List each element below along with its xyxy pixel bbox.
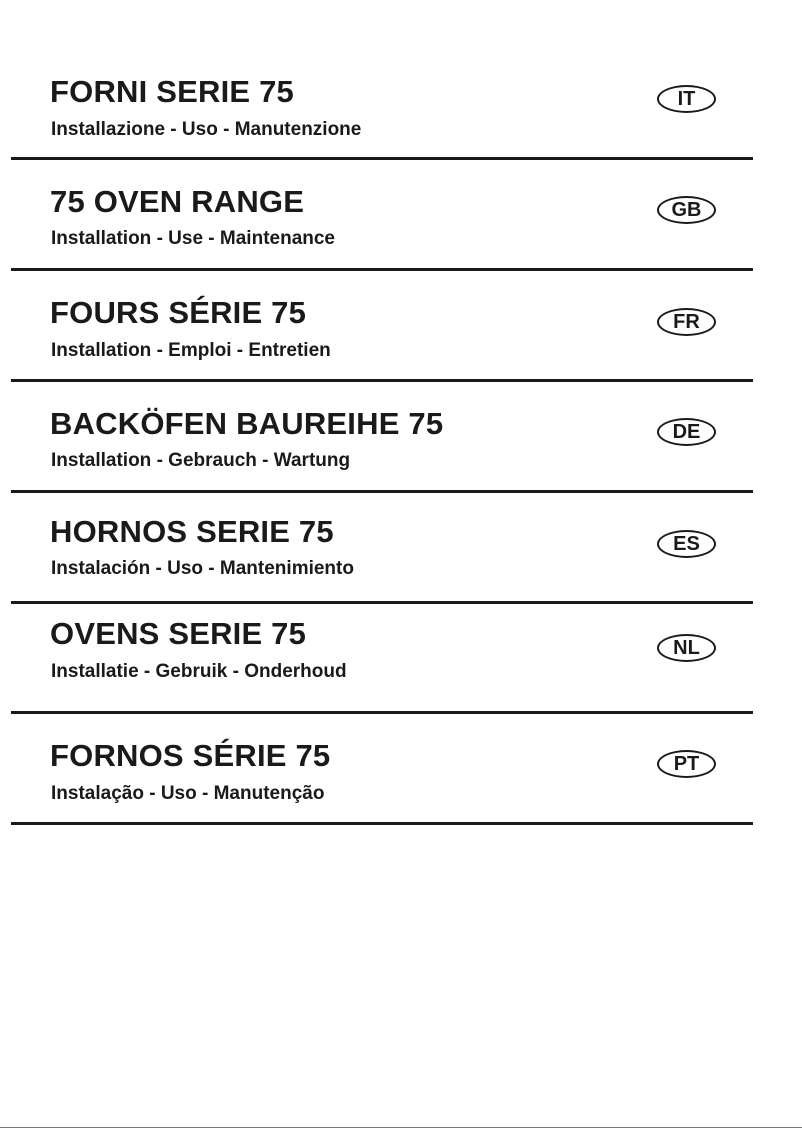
language-badge-pt: PT [657,750,716,778]
section-title: FORNOS SÉRIE 75 [50,738,331,773]
section-subtitle: Installatie - Gebruik - Onderhoud [51,661,347,682]
language-badge-de: DE [657,418,716,446]
language-badge-it: IT [657,85,716,113]
section-divider [11,601,753,604]
section-title: BACKÖFEN BAUREIHE 75 [50,406,444,441]
language-badge-fr: FR [657,308,716,336]
language-badge-gb: GB [657,196,716,224]
section-title: FORNI SERIE 75 [50,74,294,109]
section-divider [11,268,753,271]
section-subtitle: Installation - Emploi - Entretien [51,340,331,361]
section-divider [11,379,753,382]
section-subtitle: Installation - Gebrauch - Wartung [51,450,351,471]
section-subtitle: Instalación - Uso - Mantenimiento [51,558,354,579]
language-badge-nl: NL [657,634,716,662]
page-bottom-edge [0,1127,802,1128]
section-subtitle: Installation - Use - Maintenance [51,228,335,249]
section-title: FOURS SÉRIE 75 [50,295,307,330]
section-divider [11,490,753,493]
section-subtitle: Instalação - Uso - Manutenção [51,783,325,804]
section-title: OVENS SERIE 75 [50,616,307,651]
section-title: HORNOS SERIE 75 [50,514,334,549]
section-subtitle: Installazione - Uso - Manutenzione [51,119,362,140]
section-divider [11,711,753,714]
section-divider [11,157,753,160]
section-title: 75 OVEN RANGE [50,184,305,219]
section-divider [11,822,753,825]
language-badge-es: ES [657,530,716,558]
